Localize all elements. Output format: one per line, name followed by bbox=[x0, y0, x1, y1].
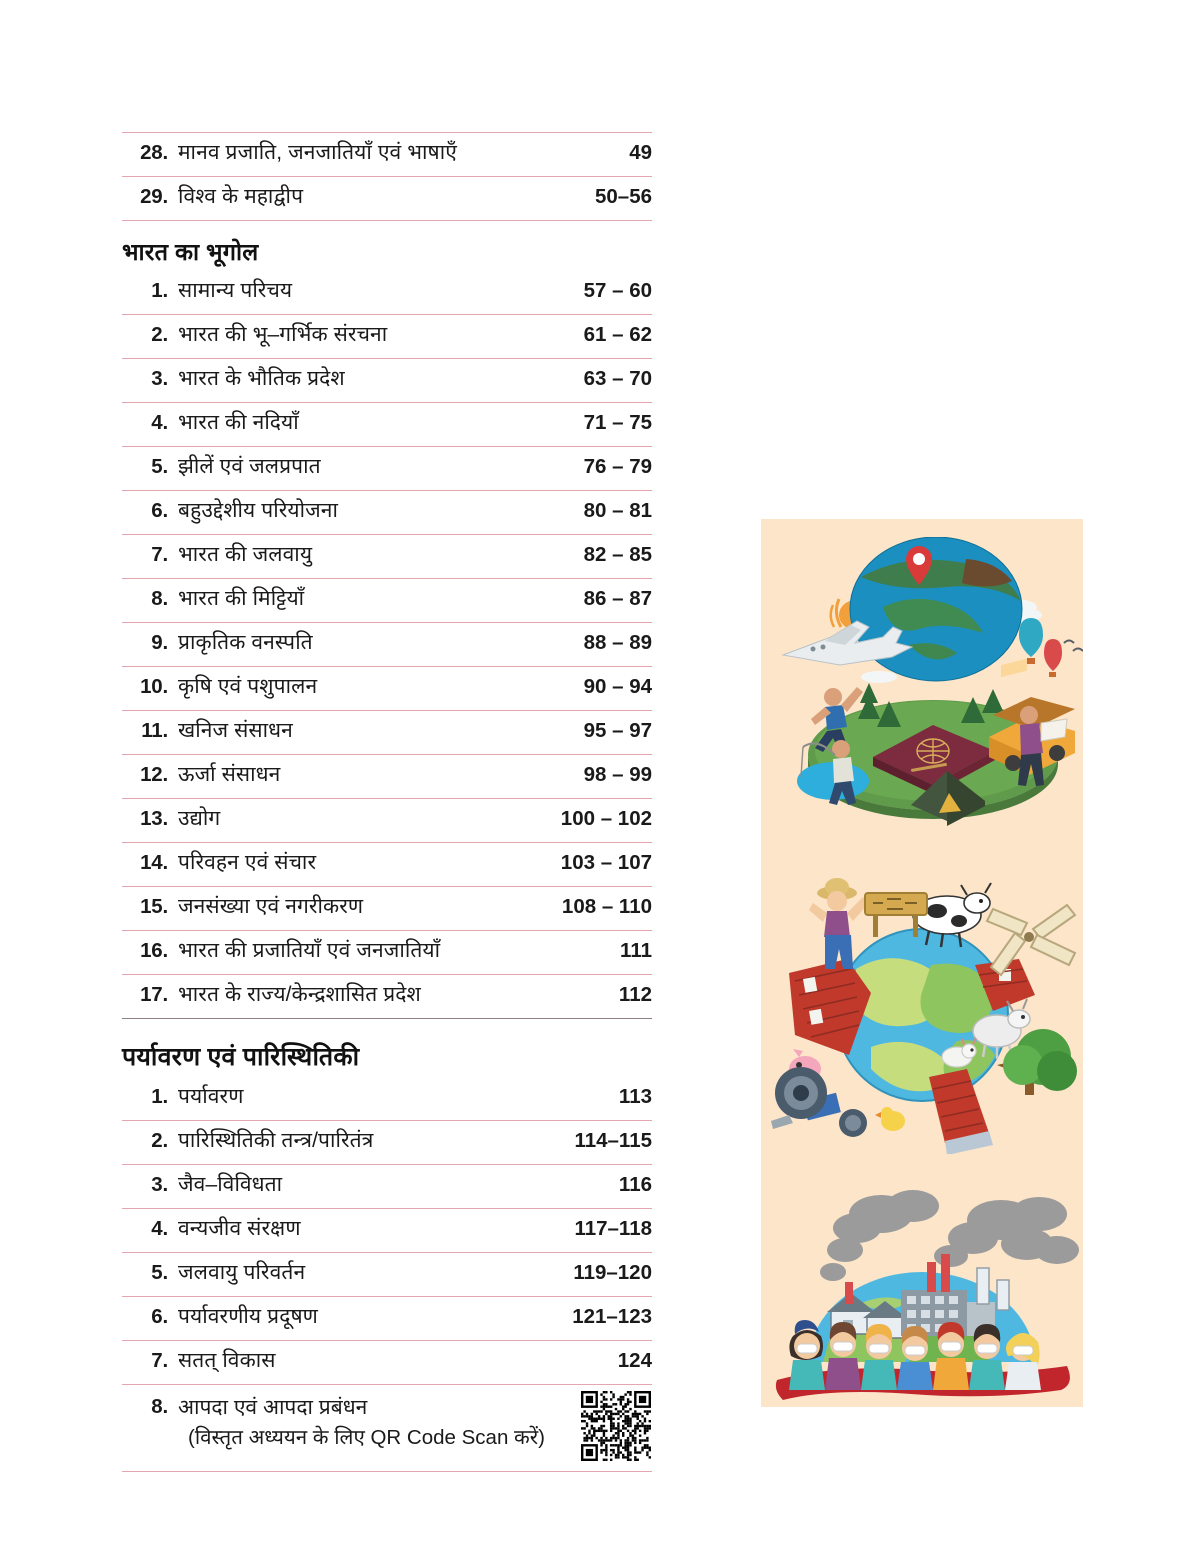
toc-entry-row-qr[interactable] bbox=[122, 1385, 652, 1471]
toc-entry-row[interactable] bbox=[122, 1165, 652, 1208]
toc-entry-row[interactable] bbox=[122, 623, 652, 666]
farm-globe-illustration bbox=[761, 869, 1083, 1154]
section-heading: भारत का भूगोल bbox=[122, 239, 259, 265]
entry-number: 4. bbox=[151, 1217, 168, 1240]
entry-title: भारत की जलवायु bbox=[178, 543, 313, 566]
windmill-icon bbox=[987, 905, 1075, 975]
toc-entry-row[interactable] bbox=[122, 491, 652, 534]
entry-page-number: 112 bbox=[618, 983, 652, 1006]
chicken-icon bbox=[875, 1107, 905, 1131]
toc-entry-row[interactable] bbox=[122, 579, 652, 622]
entry-title: ऊर्जा संसाधन bbox=[178, 763, 281, 786]
entry-title: परिवहन एवं संचार bbox=[178, 851, 317, 874]
entry-title: उद्योग bbox=[178, 807, 221, 830]
entry-title-block bbox=[178, 1393, 572, 1453]
entry-number: 29. bbox=[140, 185, 168, 208]
qr-code-icon[interactable] bbox=[580, 1391, 652, 1461]
entry-number: 8. bbox=[151, 1395, 168, 1418]
entry-page-number: 86 – 87 bbox=[583, 587, 652, 610]
entry-title: आपदा एवं आपदा प्रबंधन bbox=[178, 1396, 368, 1419]
toc-entry-row[interactable] bbox=[122, 667, 652, 710]
toc-entry-row[interactable] bbox=[122, 711, 652, 754]
entry-title: पर्यावरणीय प्रदूषण bbox=[178, 1305, 318, 1328]
entry-title: भारत के भौतिक प्रदेश bbox=[178, 367, 345, 390]
entry-title: सतत् विकास bbox=[178, 1349, 276, 1372]
tractor-icon bbox=[771, 1067, 867, 1137]
entry-number: 16. bbox=[140, 939, 168, 962]
illustration-panel bbox=[761, 519, 1083, 1407]
entry-page-number: 103 – 107 bbox=[560, 851, 652, 874]
entry-title: झीलें एवं जलप्रपात bbox=[178, 455, 321, 478]
toc-entry-row[interactable] bbox=[122, 1297, 652, 1340]
entry-title: भारत की नदियाँ bbox=[178, 411, 299, 434]
entry-page-number: 116 bbox=[618, 1173, 652, 1196]
entry-number: 12. bbox=[140, 763, 168, 786]
entry-page-number: 71 – 75 bbox=[583, 411, 652, 434]
entry-title: विश्व के महाद्वीप bbox=[178, 185, 304, 208]
toc-entry-row[interactable] bbox=[122, 975, 652, 1018]
toc-entry-row[interactable] bbox=[122, 1121, 652, 1164]
toc-entry-row[interactable] bbox=[122, 1341, 652, 1384]
entry-number: 4. bbox=[151, 411, 168, 434]
birds-icon bbox=[1064, 641, 1083, 652]
entry-title: कृषि एवं पशुपालन bbox=[178, 675, 318, 698]
entry-page-number: 119–120 bbox=[573, 1261, 652, 1284]
toc-entry-row[interactable] bbox=[122, 271, 652, 314]
entry-title: पारिस्थितिकी तन्त्र/पारितंत्र bbox=[178, 1129, 374, 1152]
entry-page-number: 117–118 bbox=[574, 1217, 652, 1240]
entry-number: 1. bbox=[151, 279, 168, 302]
entry-number: 15. bbox=[140, 895, 168, 918]
toc-entry-row[interactable] bbox=[122, 887, 652, 930]
toc-entry-row[interactable] bbox=[122, 447, 652, 490]
section-heading: पर्यावरण एवं पारिस्थितिकी bbox=[122, 1043, 360, 1071]
entry-page-number: 108 – 110 bbox=[561, 895, 652, 918]
toc-entry-row[interactable] bbox=[122, 1077, 652, 1120]
entry-page-number: 90 – 94 bbox=[583, 675, 652, 698]
table-of-contents bbox=[122, 132, 652, 1472]
entry-number: 7. bbox=[151, 543, 168, 566]
entry-number: 2. bbox=[151, 323, 168, 346]
pollution-children-illustration bbox=[761, 1184, 1083, 1407]
entry-title: भारत की प्रजातियाँ एवं जनजातियाँ bbox=[178, 939, 441, 962]
entry-number: 28. bbox=[140, 141, 168, 164]
toc-entry-row[interactable] bbox=[122, 315, 652, 358]
entry-number: 5. bbox=[151, 455, 168, 478]
toc-entry-row[interactable] bbox=[122, 177, 652, 220]
entry-number: 10. bbox=[140, 675, 168, 698]
entry-subtitle: (विस्तृत अध्ययन के लिए QR Code Scan करें) bbox=[188, 1426, 546, 1450]
entry-number: 6. bbox=[151, 499, 168, 522]
entry-page-number: 49 bbox=[629, 141, 652, 164]
farm-sign-icon bbox=[865, 893, 927, 937]
entry-page-number: 113 bbox=[618, 1085, 652, 1108]
entry-number: 3. bbox=[151, 1173, 168, 1196]
entry-number: 2. bbox=[151, 1129, 168, 1152]
toc-entry-row[interactable] bbox=[122, 1253, 652, 1296]
toc-entry-row[interactable] bbox=[122, 359, 652, 402]
entry-title: मानव प्रजाति, जनजातियाँ एवं भाषाएँ bbox=[178, 141, 457, 164]
entry-number: 8. bbox=[151, 587, 168, 610]
entry-title: जलवायु परिवर्तन bbox=[178, 1261, 306, 1284]
toc-entry-row[interactable] bbox=[122, 931, 652, 974]
barn-icon bbox=[929, 1069, 993, 1154]
entry-page-number: 111 bbox=[620, 939, 652, 962]
entry-page-number: 57 – 60 bbox=[583, 279, 652, 302]
toc-entry-row[interactable] bbox=[122, 403, 652, 446]
entry-page-number: 98 – 99 bbox=[583, 763, 652, 786]
entry-number: 11. bbox=[141, 719, 168, 742]
entry-number: 7. bbox=[151, 1349, 168, 1372]
entry-page-number: 61 – 62 bbox=[583, 323, 652, 346]
entry-page-number: 100 – 102 bbox=[560, 807, 652, 830]
entry-title: पर्यावरण bbox=[178, 1085, 244, 1108]
entry-number: 1. bbox=[151, 1085, 168, 1108]
travel-globe-illustration bbox=[761, 537, 1083, 827]
toc-entry-row[interactable] bbox=[122, 843, 652, 886]
entry-number: 13. bbox=[140, 807, 168, 830]
entry-title: प्राकृतिक वनस्पति bbox=[178, 631, 313, 654]
separator-rule bbox=[122, 1471, 652, 1472]
entry-page-number: 82 – 85 bbox=[583, 543, 652, 566]
entry-page-number: 95 – 97 bbox=[583, 719, 652, 742]
entry-number: 5. bbox=[151, 1261, 168, 1284]
entry-page-number: 88 – 89 bbox=[583, 631, 652, 654]
toc-entry-row[interactable] bbox=[122, 799, 652, 842]
toc-entry-row[interactable] bbox=[122, 1209, 652, 1252]
entry-number: 6. bbox=[151, 1305, 168, 1328]
entry-title: भारत की मिट्टियाँ bbox=[178, 587, 305, 610]
toc-entry-row[interactable] bbox=[122, 755, 652, 798]
entry-page-number: 80 – 81 bbox=[583, 499, 652, 522]
entry-page-number: 121–123 bbox=[572, 1305, 652, 1328]
entry-title: वन्यजीव संरक्षण bbox=[178, 1217, 301, 1240]
entry-number: 9. bbox=[151, 631, 168, 654]
entry-page-number: 114–115 bbox=[574, 1129, 652, 1152]
entry-title: सामान्य परिचय bbox=[178, 279, 293, 302]
entry-page-number: 76 – 79 bbox=[583, 455, 652, 478]
entry-title: जनसंख्या एवं नगरीकरण bbox=[178, 895, 364, 918]
entry-number: 14. bbox=[140, 851, 168, 874]
entry-title: जैव–विविधता bbox=[178, 1173, 283, 1196]
entry-number: 17. bbox=[140, 983, 168, 1006]
entry-title: भारत की भू–गर्भिक संरचना bbox=[178, 323, 388, 346]
entry-title: बहुउद्देशीय परियोजना bbox=[178, 499, 338, 522]
toc-entry-row[interactable] bbox=[122, 535, 652, 578]
entry-title: खनिज संसाधन bbox=[178, 719, 293, 742]
entry-page-number: 124 bbox=[617, 1349, 652, 1372]
toc-entry-row[interactable] bbox=[122, 133, 652, 176]
entry-page-number: 50–56 bbox=[594, 185, 652, 208]
entry-title: भारत के राज्य/केन्द्रशासित प्रदेश bbox=[178, 983, 421, 1006]
entry-page-number: 63 – 70 bbox=[583, 367, 652, 390]
entry-number: 3. bbox=[151, 367, 168, 390]
